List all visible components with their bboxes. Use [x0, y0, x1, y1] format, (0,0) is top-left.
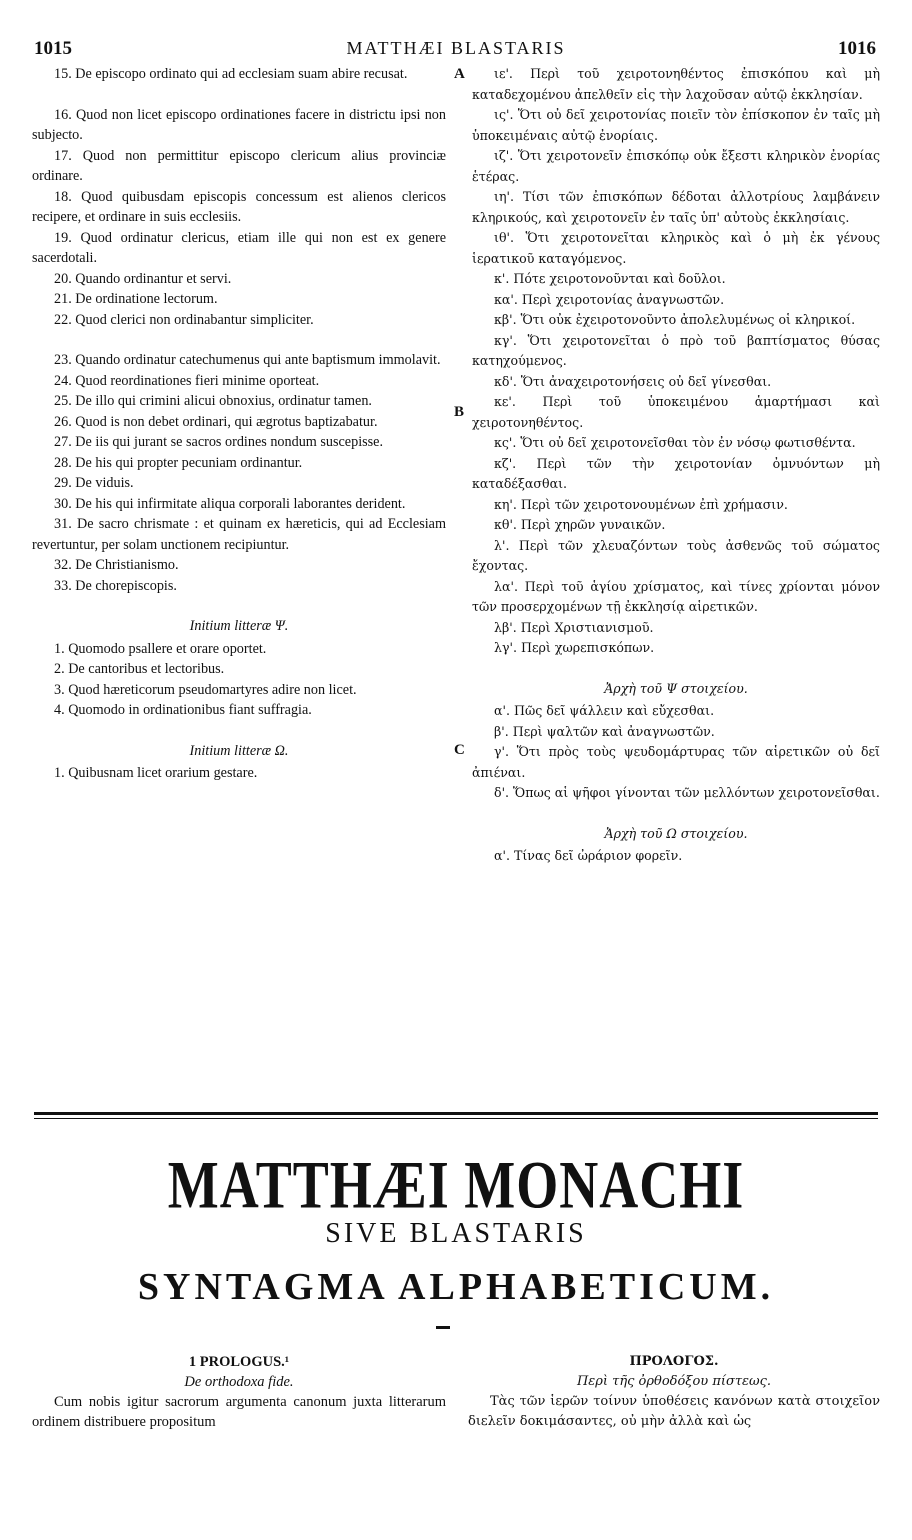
page-header	[0, 38, 912, 60]
index-entry: ιζ'. Ὅτι χειροτονεῖν ἐπισκόπῳ οὐκ ἔξεστι κληρικὸν ἐνορίας ἑτέρας.	[472, 148, 880, 184]
index-entry: 17. Quod non permittitur episcopo clericum alius provinciæ ordinare.	[32, 147, 446, 184]
greek-column	[472, 64, 880, 867]
index-entry: λα'. Περὶ τοῦ ἁγίου χρίσματος, καὶ τίνες χρίονται μόνον τῶν προσερχομένων τῇ ἐκκλησίᾳ αἱρετικῶν.	[472, 578, 880, 614]
index-entry: ιε'. Περὶ τοῦ χειροτονηθέντος ἐπισκόπου καὶ μὴ καταδεχομένου ἀπελθεῖν εἰς τὴν λαχοῦσαν αὐτῷ ἐκκλησίαν.	[472, 66, 880, 102]
index-entry: κη'. Περὶ τῶν χειροτονουμένων ἐπὶ χρήμασιν.	[494, 496, 788, 512]
letter-heading-omega: Ἀρχὴ τοῦ Ω στοιχείου.	[604, 825, 748, 841]
prologue-greek-subtitle: Περὶ τῆς ὀρθοδόξου πίστεως.	[576, 1374, 772, 1389]
index-entry: 28. De his qui propter pecuniam ordinantur.	[54, 454, 303, 471]
index-entry: κγ'. Ὅτι χειροτονεῖται ὁ πρὸ τοῦ βαπτίσματος θύσας κατηχούμενος.	[472, 332, 880, 368]
index-entry: κα'. Περὶ χειροτονίας ἀναγνωστῶν.	[494, 291, 725, 307]
index-entry: 24. Quod reordinationes fieri minime oporteat.	[54, 372, 320, 389]
index-entry: 16. Quod non licet episcopo ordinationes facere in districtu ipsi non subjecto.	[32, 106, 446, 143]
index-entry: 2. De cantoribus et lectoribus.	[54, 661, 225, 677]
running-title: MATTHÆI BLASTARIS	[346, 38, 566, 58]
index-entry: 23. Quando ordinatur catechumenus qui ante baptismum immolavit.	[54, 352, 441, 368]
index-entry: κβ'. Ὅτι οὐκ ἐχειροτονοῦντο ἀπολελυμένως οἱ κληρικοί.	[494, 312, 856, 327]
index-entry: ιη'. Τίσι τῶν ἐπισκόπων δέδοται ἀλλοτρίους λαμβάνειν κληρικούς, καὶ χειροτονεῖν ἐν ταῖς ὑπ' αὐτοὺς ἐκκλησίαις.	[472, 189, 880, 225]
page-number-right: 1016	[838, 38, 876, 59]
index-entry: λβ'. Περὶ Χριστιανισμοῦ.	[494, 619, 654, 635]
index-entry: κζ'. Περὶ τῶν τὴν χειροτονίαν ὀμνυόντων μὴ καταδέξασθαι.	[472, 455, 880, 491]
index-entry: α'. Τίνας δεῖ ὠράριον φορεῖν.	[494, 848, 683, 863]
index-entry: κδ'. Ὅτι ἀναχειροτονήσεις οὐ δεῖ γίνεσθαι.	[494, 373, 772, 389]
letter-heading-omega: Initium litteræ Ω.	[189, 742, 289, 759]
index-entry: λ'. Περὶ τῶν χλευαζόντων τοὺς ἀσθενῶς τοῦ σώματος ἔχοντας.	[472, 537, 880, 573]
latin-column	[32, 64, 446, 784]
index-entry: 22. Quod clerici non ordinabantur simpliciter.	[54, 311, 314, 328]
index-entry: λγ'. Περὶ χωρεπισκόπων.	[494, 640, 655, 655]
index-entry: γ'. Ὅτι πρὸς τοὺς ψευδομάρτυρας τῶν αἱρετικῶν οὐ δεῖ ἀπιέναι.	[472, 744, 880, 780]
main-title: MATTHÆI MONACHI	[167, 1147, 745, 1223]
index-entry: 18. Quod quibusdam episcopis concessum est alienos clericos recipere, et ordinare in suis ecclesiis.	[32, 188, 446, 225]
prologue-greek-title: ΠΡΟΛΟΓΟΣ.	[629, 1354, 719, 1369]
letter-heading-psi: Ἀρχὴ τοῦ Ψ στοιχείου.	[604, 680, 748, 696]
main-title-syntagma: SYNTAGMA ALPHABETICUM.	[137, 1266, 775, 1308]
index-entry: κς'. Ὅτι οὐ δεῖ χειροτονεῖσθαι τὸν ἐν νόσῳ φωτισθέντα.	[494, 435, 856, 450]
index-entry: 33. De chorepiscopis.	[54, 577, 177, 594]
index-entry: ιθ'. Ὅτι χειροτονεῖται κληρικὸς καὶ ὁ μὴ ἐκ γένους ἱερατικοῦ καταγόμενος.	[472, 230, 880, 266]
index-entry: 30. De his qui infirmitate aliqua corporali laborantes derident.	[54, 495, 406, 512]
margin-letter-b: B	[454, 404, 465, 420]
index-entry: 15. De episcopo ordinato qui ad ecclesiam suam abire recusat.	[54, 66, 408, 82]
title-dash	[436, 1326, 450, 1329]
index-entry: κθ'. Περὶ χηρῶν γυναικῶν.	[494, 517, 666, 532]
letter-heading-psi: Initium litteræ Ψ.	[189, 618, 289, 634]
index-entry: 27. De iis qui jurant se sacros ordines nondum suscepisse.	[54, 434, 384, 450]
prologue-greek	[468, 1352, 880, 1432]
prologue-latin-text: Cum nobis igitur sacrorum argumenta canonum juxta litterarum ordinem distribuere propositum	[32, 1394, 446, 1430]
index-entry: 26. Quod is non debet ordinari, qui ægrotus baptizabatur.	[54, 413, 378, 430]
index-entry: 20. Quando ordinantur et servi.	[54, 270, 232, 287]
index-entry: 1. Quomodo psallere et orare oportet.	[54, 640, 267, 657]
index-entry: 29. De viduis.	[54, 475, 134, 491]
index-entry: 32. De Christianismo.	[54, 557, 179, 573]
index-entry: 25. De illo qui crimini alicui obnoxius, ordinatur tamen.	[54, 393, 372, 409]
index-entry: 31. De sacro chrismate : et quinam ex hæreticis, qui ad Ecclesiam revertuntur, per solam unctionem recipiuntur.	[32, 516, 446, 553]
index-entry: κ'. Πότε χειροτονοῦνται καὶ δοῦλοι.	[494, 271, 726, 286]
index-entry: 3. Quod hæreticorum pseudomartyres adire non licet.	[54, 681, 357, 698]
section-divider	[34, 1112, 878, 1115]
index-entry: δ'. Ὅπως αἱ ψῆφοι γίνονται τῶν μελλόντων χειροτονεῖσθαι.	[494, 785, 880, 800]
prologue-greek-text: Τὰς τῶν ἱερῶν τοίνυν ὑποθέσεις κανόνων κατὰ στοιχεῖον διελεῖν δοκιμάσαντες, οὐ μὴν ἀλλὰ καὶ ὡς	[468, 1394, 880, 1429]
section-divider-thin	[34, 1118, 878, 1119]
index-entry: 19. Quod ordinatur clericus, etiam ille qui non est ex genere sacerdotali.	[32, 229, 446, 266]
index-entry: ις'. Ὅτι οὐ δεῖ χειροτονίας ποιεῖν τὸν ἐπίσκοπον ἐν ταῖς μὴ ὑποκειμέναις αὐτῷ ἐνορίαις.	[472, 107, 880, 143]
margin-letter-a: A	[454, 66, 465, 82]
prologue-latin	[32, 1352, 446, 1432]
main-subtitle: SIVE BLASTARIS	[325, 1218, 587, 1249]
index-entry: κε'. Περὶ τοῦ ὑποκειμένου ἁμαρτήμασι καὶ χειροτονηθέντος.	[472, 394, 880, 430]
index-entry: α'. Πῶς δεῖ ψάλλειν καὶ εὔχεσθαι.	[494, 703, 715, 718]
index-entry: 4. Quomodo in ordinationibus fiant suffragia.	[54, 702, 312, 718]
page-number-left: 1015	[34, 38, 72, 59]
prologue-latin-subtitle: De orthodoxa fide.	[184, 1374, 294, 1390]
index-entry: 1. Quibusnam licet orarium gestare.	[54, 765, 258, 781]
prologue-latin-title: 1 PROLOGUS.¹	[188, 1354, 290, 1370]
index-entry: β'. Περὶ ψαλτῶν καὶ ἀναγνωστῶν.	[494, 723, 715, 739]
margin-letter-c: C	[454, 742, 465, 758]
index-entry: 21. De ordinatione lectorum.	[54, 291, 218, 307]
